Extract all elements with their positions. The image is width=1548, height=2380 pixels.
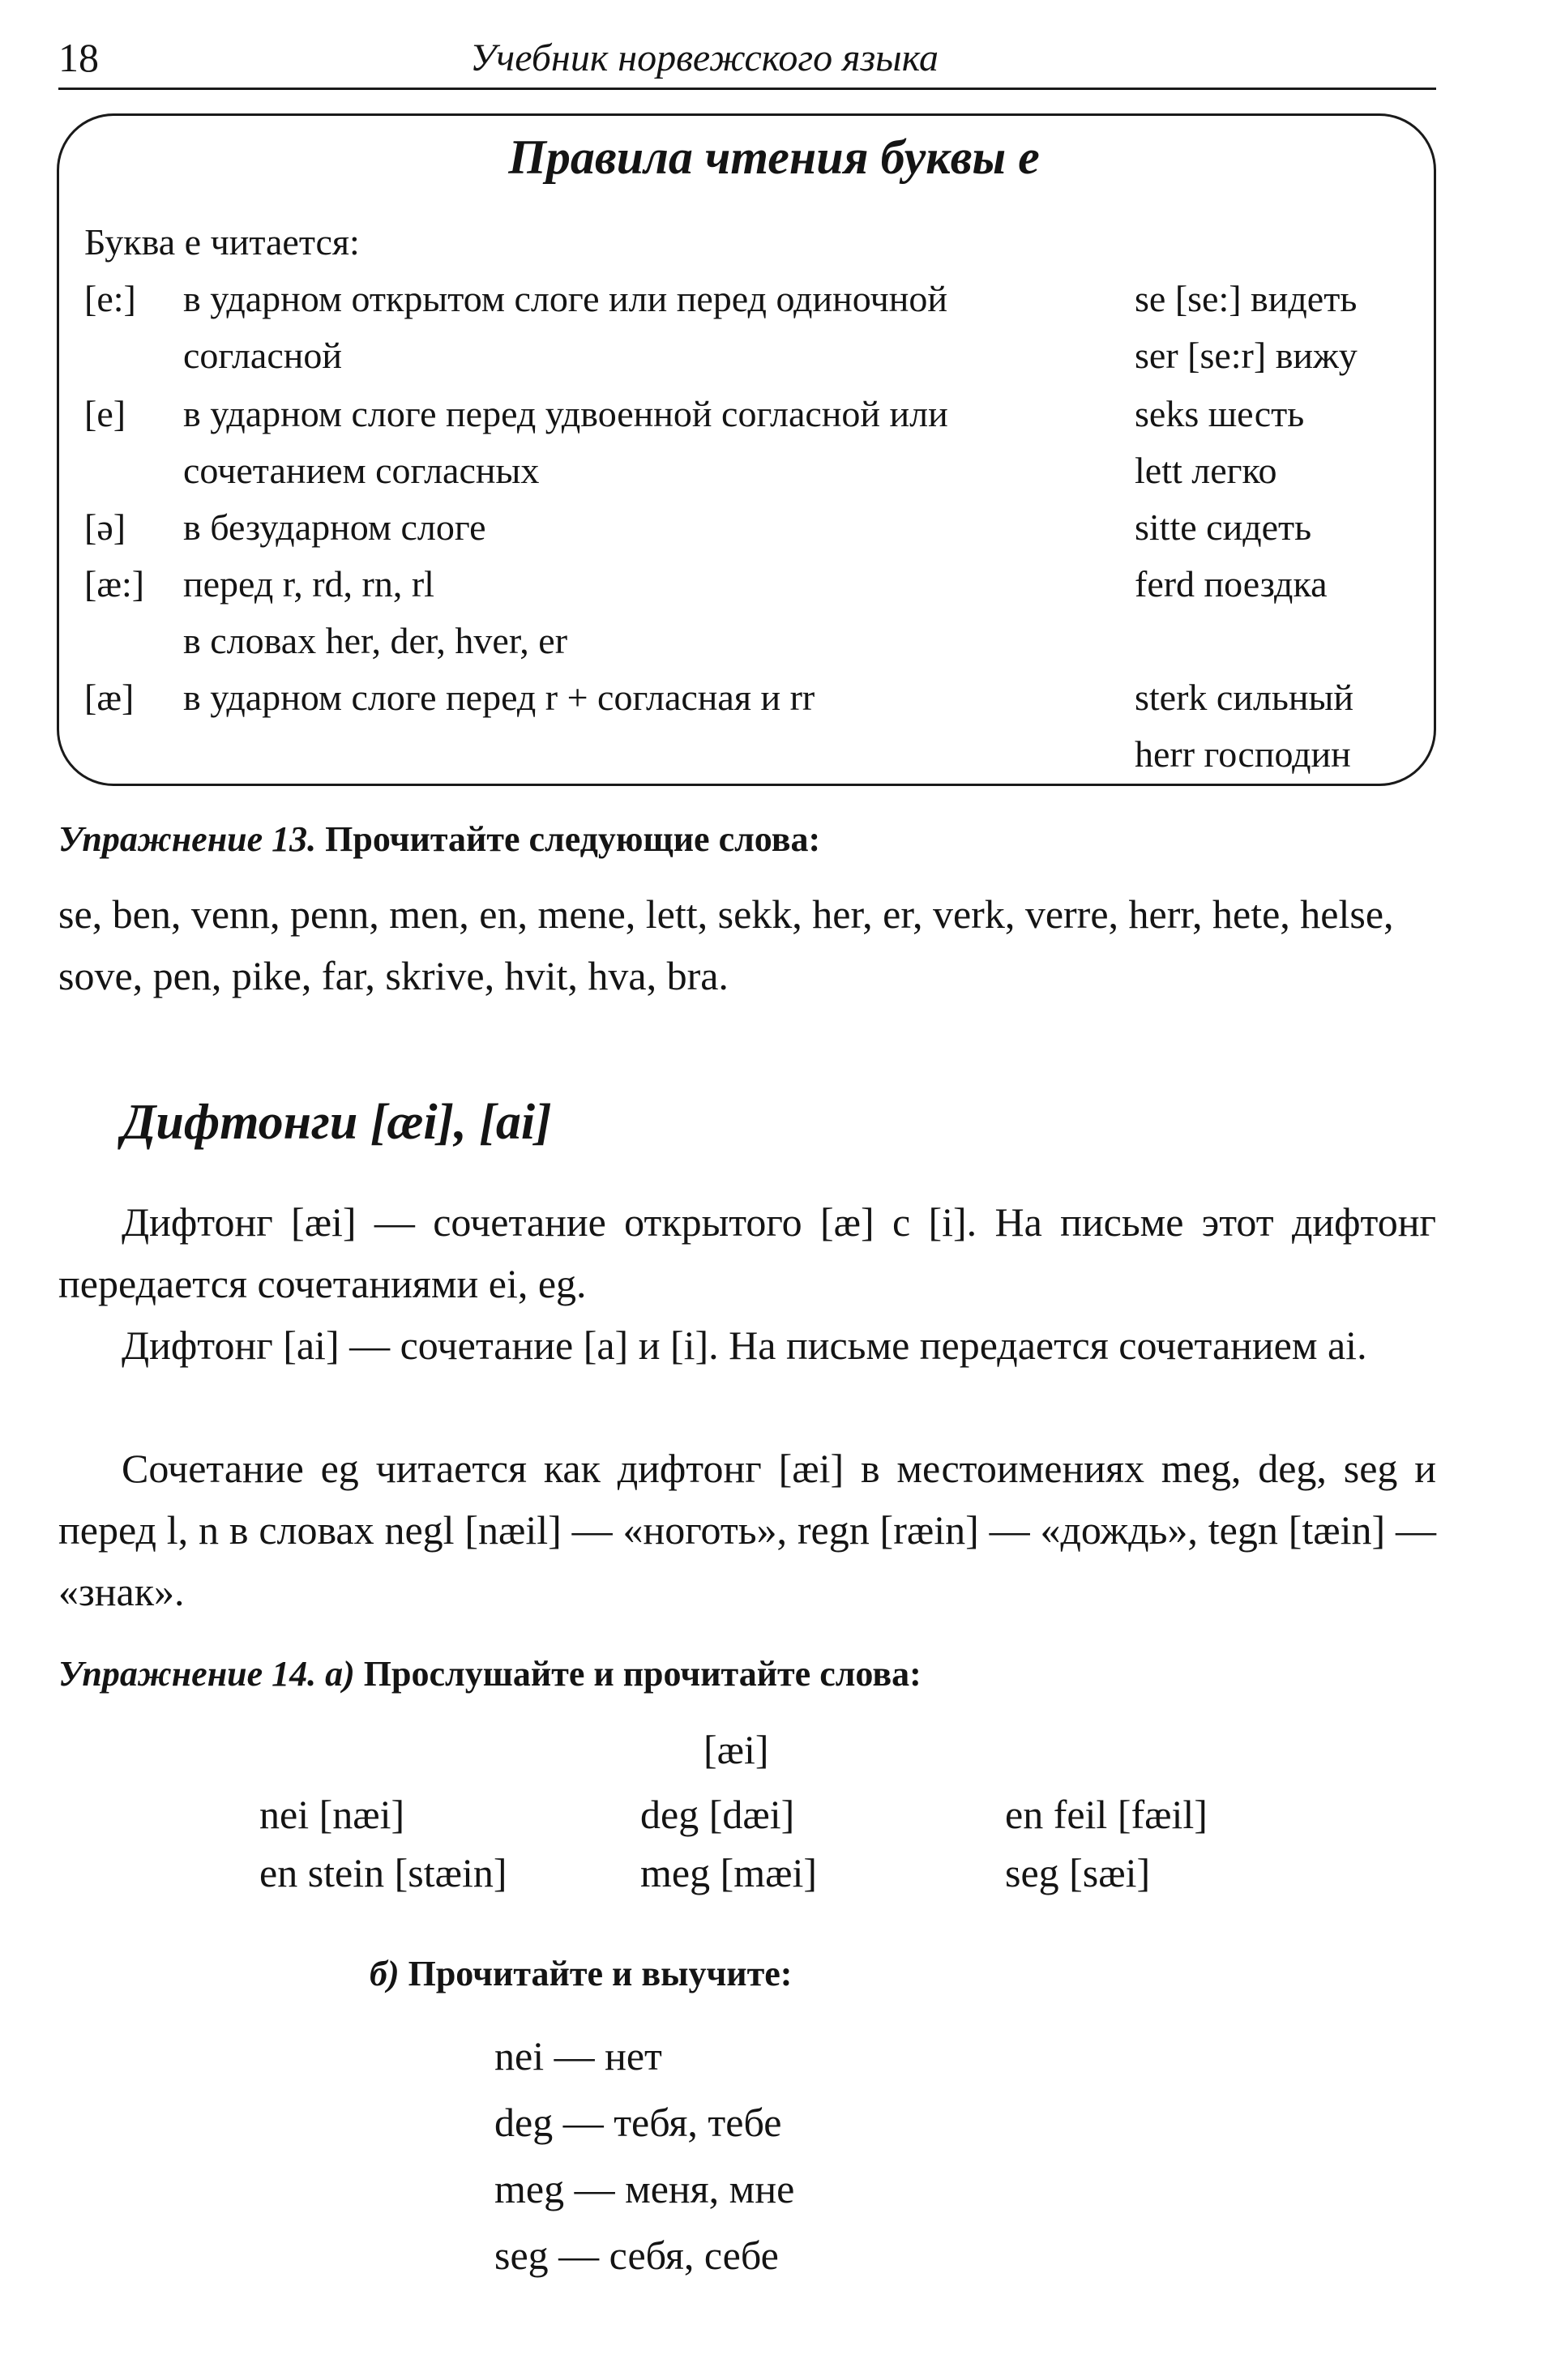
vocab-item: nei — нет: [494, 2033, 662, 2079]
header-rule: [58, 88, 1436, 90]
paragraph: Дифтонг [ai] — сочетание [a] и [i]. На письме передается сочетанием ai.: [122, 1322, 1367, 1368]
paragraph: Сочетание eg читается как дифтонг [æi] в местоимениях meg, deg, seg и перед l, n в словах negl [næil] — «ноготь», regn [ræin] — «дождь», tegn [tæin] — «знак».: [58, 1446, 1436, 1614]
rule-example: ferd поездка: [1135, 563, 1328, 605]
rule-text: в ударном открытом слоге или перед одиночной: [183, 278, 947, 319]
rule-text: в словах her, der, hver, er: [183, 620, 568, 661]
word-item: meg [mæi]: [640, 1850, 818, 1895]
rule-symbol: [ə]: [84, 506, 126, 548]
rule-example: sitte сидеть: [1135, 506, 1312, 548]
rule-text: сочетанием согласных: [183, 450, 540, 491]
rule-example: lett легко: [1135, 450, 1277, 491]
exercise-13-words: se, ben, venn, penn, men, en, mene, lett, sekk, her, er, verk, verre, herr, hete, helse, sove, pen, pike, far, skrive, hvit, hva, bra.: [58, 891, 1394, 998]
word-item: en stein [stæin]: [259, 1850, 507, 1895]
exercise-14-label: Упражнение 14. а): [58, 1654, 355, 1694]
rule-example: ser [se:r] вижу: [1135, 335, 1358, 376]
rule-symbol: [e]: [84, 393, 126, 434]
exercise-14-heading: [58, 1653, 922, 1694]
rule-example: herr господин: [1135, 733, 1351, 775]
word-item: nei [næi]: [259, 1792, 405, 1837]
rule-text: согласной: [183, 335, 342, 376]
rule-example: sterk сильный: [1135, 677, 1354, 718]
rule-text: в безударном слоге: [183, 506, 486, 548]
word-item: deg [dæi]: [640, 1792, 795, 1837]
vocab-item: seg — себя, себе: [494, 2233, 779, 2278]
rule-text: перед r, rd, rn, rl: [183, 563, 434, 605]
rule-example: seks шесть: [1135, 393, 1305, 434]
exercise-14-instruction: Прослушайте и прочитайте слова:: [363, 1654, 922, 1694]
word-item: seg [sæi]: [1005, 1850, 1151, 1895]
exercise-13-instruction: Прочитайте следующие слова:: [325, 819, 821, 859]
exercise-13-heading: [58, 818, 820, 860]
section-title: Дифтонги [æi], [ai]: [122, 1095, 552, 1150]
diphthong-label: [æi]: [703, 1727, 769, 1772]
exercise-14b-label: б): [370, 1954, 400, 1993]
vocab-item: meg — меня, мне: [494, 2166, 795, 2211]
exercise-13-label: Упражнение 13.: [58, 819, 317, 859]
rule-symbol: [æ]: [84, 677, 135, 718]
page-number: 18: [58, 35, 99, 80]
rule-text: в ударном слоге перед r + согласная и rr: [183, 677, 815, 718]
rules-box-title: Правила чтения буквы е: [508, 130, 1040, 184]
rule-example: se [se:] видеть: [1135, 278, 1358, 319]
rules-box-intro: Буква е читается:: [84, 221, 360, 263]
rule-symbol: [e:]: [84, 278, 136, 319]
word-item: en feil [fæil]: [1005, 1792, 1208, 1837]
rule-symbol: [æ:]: [84, 563, 145, 605]
running-title: Учебник норвежского языка: [470, 36, 939, 79]
vocab-item: deg — тебя, тебе: [494, 2100, 782, 2145]
exercise-14b-heading: [370, 1953, 792, 1994]
rule-text: в ударном слоге перед удвоенной согласной или: [183, 393, 948, 434]
exercise-14b-instruction: Прочитайте и выучите:: [408, 1954, 793, 1993]
paragraph: Дифтонг [æi] — сочетание открытого [æ] с [i]. На письме этот дифтонг передается сочетаниями ei, eg.: [58, 1199, 1436, 1306]
